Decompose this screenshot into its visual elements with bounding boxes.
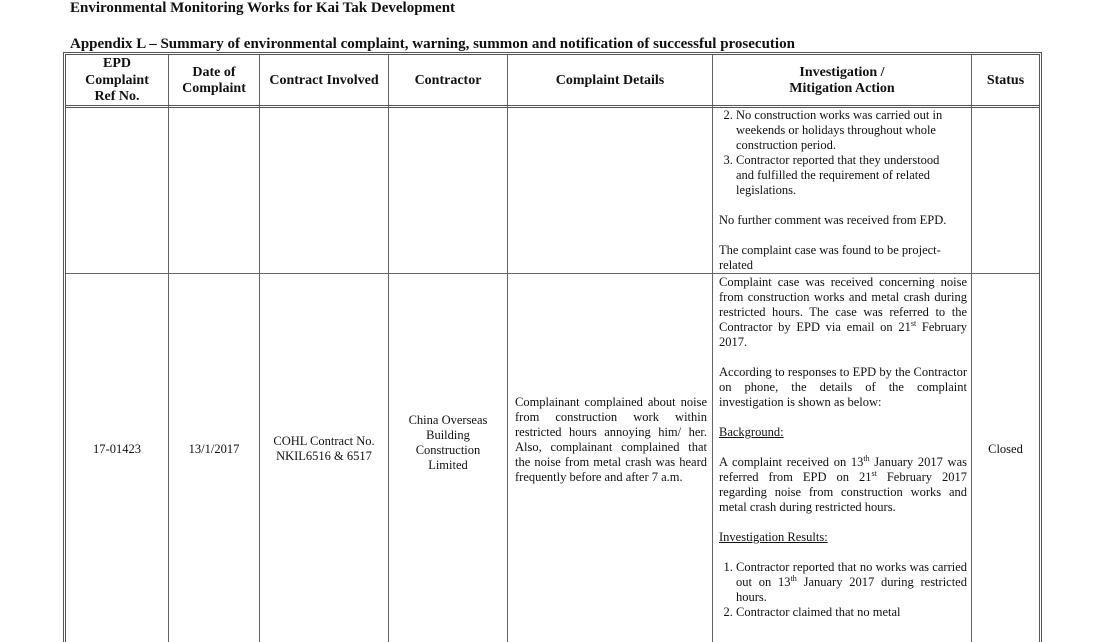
row2-contractor [389, 274, 507, 624]
row1-item3-line-c: legislations. [736, 183, 797, 197]
row2-contractor-line1: China Overseas [408, 412, 488, 427]
header-ref-line1: EPD [102, 56, 131, 72]
appendix-title: Appendix L – Summary of environmental complaint, warning, summon and notification of successful prosecution [70, 36, 795, 52]
row2-res1-text-a: Contractor reported that no works was carried out on 13 [736, 560, 967, 589]
row2-res1-text-b: January 2017 during restricted hours. [736, 575, 967, 604]
row2-para1-sup: st [910, 318, 917, 328]
row1-item-2 [736, 108, 967, 153]
row2-bg-text-b: January 2017 was referred from EPD on 21 [719, 455, 967, 484]
row2-ref-no: 17-01423 [93, 441, 141, 456]
header-ref-line3: Ref No. [94, 89, 140, 105]
row2-bg-text-a: A complaint received on 13 [719, 455, 864, 469]
row2-bg-text-c: February 2017 regarding noise from construction works and metal crash during restricted hours. [719, 470, 967, 514]
row2-date: 13/1/2017 [188, 441, 240, 456]
row2-investigation [719, 275, 967, 620]
row2-contractor-line4: Limited [428, 457, 468, 472]
row2-para1 [719, 275, 967, 350]
document-title: Environmental Monitoring Works for Kai Tak Development [70, 0, 456, 16]
row1-project-related-b: related [719, 258, 754, 272]
header-date [169, 55, 259, 107]
row1-item2-line-b: weekends or holidays throughout whole [736, 123, 936, 137]
row1-project-related-a: The complaint case was found to be project- [719, 243, 941, 257]
row1-item-3 [736, 153, 967, 198]
row2-res1-sup: th [790, 573, 797, 583]
header-date-line2: Complaint [182, 81, 246, 96]
header-complaint-details: Complaint Details [555, 72, 665, 88]
column-divider [712, 55, 713, 642]
row2-status: Closed [988, 441, 1023, 456]
row2-contract-line1: COHL Contract No. [273, 434, 375, 448]
header-investigation-line1: Investigation / [799, 64, 885, 80]
row2-para2: According to responses to EPD by the Contractor on phone, the details of the complaint investigation is shown as below: [719, 365, 967, 409]
row2-bg-sup2: st [871, 468, 877, 478]
row2-complaint-details: Complainant complained about noise from construction work within restricted hours annoying him/ her. Also, complainant complained that the noise from metal crash was heard frequently before and after 7 a.m. [515, 395, 707, 484]
row2-para1-text-b: February 2017. [719, 320, 967, 349]
row1-investigation [719, 108, 967, 273]
column-divider [507, 55, 508, 642]
header-contractor: Contractor [414, 72, 482, 88]
header-ref-no [66, 55, 168, 107]
row2-result-2: 2. Contractor claimed that no metal [736, 605, 967, 620]
row2-contractor-line2: Building [426, 427, 470, 442]
row1-item3-line-a: 3. Contractor reported that they understood [736, 153, 940, 167]
row2-results-heading: Investigation Results: [719, 530, 828, 544]
row2-contractor-line3: Construction [415, 442, 481, 457]
row1-item2-line-c: construction period. [736, 138, 836, 152]
row2-para1-text: Complaint case was received concerning noise from construction works and metal crash during restricted hours. The case was referred to the Contractor by EPD via email on 21 [719, 275, 967, 334]
row2-background-text [719, 455, 967, 515]
row1-list [719, 108, 967, 198]
header-ref-line2: Complaint [85, 72, 149, 88]
row1-no-comment: No further comment was received from EPD. [719, 213, 947, 227]
row2-contract-line2: NKIL6516 & 6517 [276, 449, 372, 463]
row2-bg-sup1: th [863, 453, 870, 463]
row2-result-1 [736, 560, 967, 605]
row1-item2-line-a: 2. No construction works was carried out in [736, 108, 943, 122]
header-date-line1: Date of [192, 64, 236, 80]
complaint-table [63, 52, 1042, 642]
header-status: Status [986, 72, 1025, 88]
row2-results-list [719, 560, 967, 620]
row2-contract [260, 274, 388, 624]
header-investigation-line2: Mitigation Action [789, 81, 895, 96]
row1-item3-line-b: and fulfilled the requirement of related [736, 168, 931, 182]
header-investigation [713, 55, 971, 107]
header-contract: Contract Involved [269, 72, 379, 88]
row2-background-heading: Background: [719, 425, 784, 439]
